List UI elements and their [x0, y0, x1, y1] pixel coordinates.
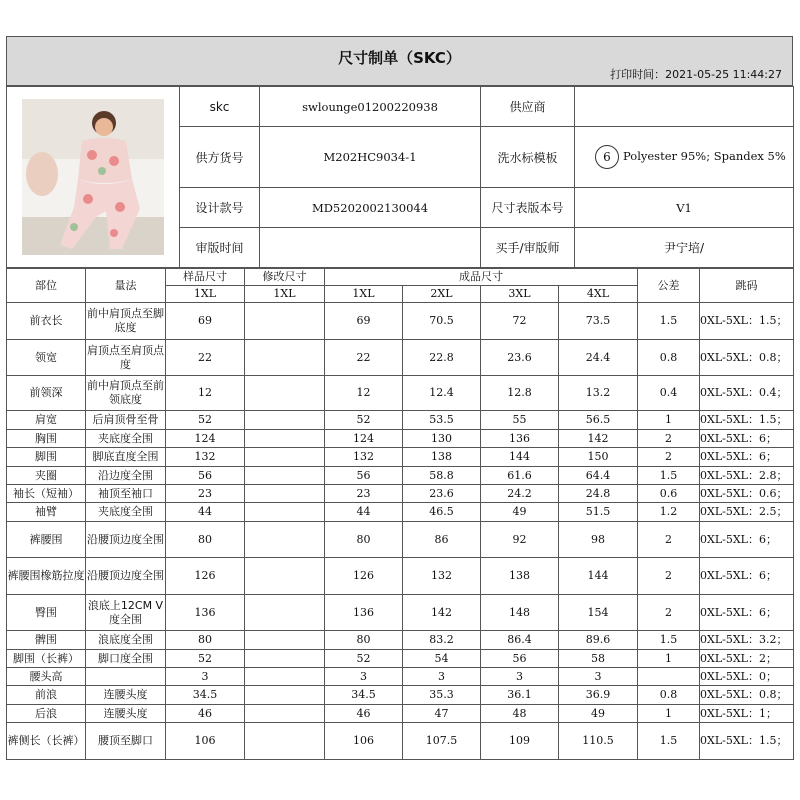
- size-1-cell: 106: [325, 723, 403, 760]
- size-2-cell: 138: [403, 448, 481, 467]
- size-4-cell: 89.6: [559, 631, 638, 650]
- part-cell: 前衣长: [7, 303, 86, 340]
- header-sample: 样品尺寸: [166, 269, 245, 286]
- method-cell: 连腰头度: [86, 705, 166, 723]
- part-cell: 裤腰围橡筋拉度: [7, 558, 86, 595]
- table-row: [7, 686, 794, 705]
- size-3-cell: 148: [481, 595, 559, 631]
- size-4-cell: 24.8: [559, 485, 638, 503]
- wash-label-code-badge: 6: [595, 145, 619, 169]
- tolerance-cell: 2: [638, 595, 700, 631]
- supplier-item-label: 供方货号: [180, 127, 260, 188]
- size-4-cell: 64.4: [559, 467, 638, 485]
- grade-cell: 0XL-5XL：1.5；: [700, 411, 794, 430]
- table-row: [7, 558, 794, 595]
- part-cell: 脚围（长裤）: [7, 650, 86, 668]
- size-1-cell: 136: [325, 595, 403, 631]
- method-cell: 袖顶至袖口: [86, 485, 166, 503]
- grade-cell: 0XL-5XL：6；: [700, 448, 794, 467]
- size-4-cell: 13.2: [559, 376, 638, 411]
- method-cell: 浪底度全围: [86, 631, 166, 650]
- tolerance-cell: 2: [638, 448, 700, 467]
- header-sample-size: 1XL: [166, 286, 245, 303]
- size-1-cell: 52: [325, 411, 403, 430]
- sample-cell: 46: [166, 705, 245, 723]
- table-row: [7, 411, 794, 430]
- size-3-cell: 48: [481, 705, 559, 723]
- part-cell: 领宽: [7, 340, 86, 376]
- grade-cell: 0XL-5XL：2；: [700, 650, 794, 668]
- modify-cell: [245, 303, 325, 340]
- size-version-label: 尺寸表版本号: [481, 188, 575, 228]
- title-bar: [6, 36, 793, 86]
- size-3-cell: 12.8: [481, 376, 559, 411]
- tolerance-cell: 1.2: [638, 503, 700, 522]
- supplier-item-value: M202HC9034-1: [260, 127, 481, 188]
- method-cell: 夹底度全围: [86, 503, 166, 522]
- size-2-cell: 54: [403, 650, 481, 668]
- method-cell: 连腰头度: [86, 686, 166, 705]
- size-4-cell: 49: [559, 705, 638, 723]
- sample-cell: 136: [166, 595, 245, 631]
- skc-label: skc: [180, 87, 260, 127]
- modify-cell: [245, 503, 325, 522]
- header-size-2: 2XL: [403, 286, 481, 303]
- size-1-cell: 126: [325, 558, 403, 595]
- method-cell: 脚口度全围: [86, 650, 166, 668]
- tolerance-cell: 2: [638, 558, 700, 595]
- grade-cell: 0XL-5XL：3.2；: [700, 631, 794, 650]
- size-4-cell: 142: [559, 430, 638, 448]
- modify-cell: [245, 340, 325, 376]
- header-finished: 成品尺寸: [325, 269, 638, 286]
- size-2-cell: 86: [403, 522, 481, 558]
- tolerance-cell: 1: [638, 650, 700, 668]
- table-row: [7, 340, 794, 376]
- sample-cell: 52: [166, 411, 245, 430]
- size-1-cell: 44: [325, 503, 403, 522]
- product-photo-cell: [7, 87, 180, 268]
- modify-cell: [245, 522, 325, 558]
- size-2-cell: 132: [403, 558, 481, 595]
- part-cell: 肩宽: [7, 411, 86, 430]
- grade-cell: 0XL-5XL：0.4；: [700, 376, 794, 411]
- size-4-cell: 56.5: [559, 411, 638, 430]
- size-1-cell: 80: [325, 631, 403, 650]
- size-2-cell: 46.5: [403, 503, 481, 522]
- tolerance-cell: 1.5: [638, 631, 700, 650]
- grade-cell: 0XL-5XL：1.5；: [700, 303, 794, 340]
- grade-cell: 0XL-5XL：0；: [700, 668, 794, 686]
- size-1-cell: 80: [325, 522, 403, 558]
- sample-cell: 106: [166, 723, 245, 760]
- size-2-cell: 142: [403, 595, 481, 631]
- modify-cell: [245, 411, 325, 430]
- part-cell: 脚围: [7, 448, 86, 467]
- size-4-cell: 3: [559, 668, 638, 686]
- supplier-label: 供应商: [481, 87, 575, 127]
- sample-cell: 80: [166, 522, 245, 558]
- buyer-label: 买手/审版师: [481, 228, 575, 268]
- size-2-cell: 47: [403, 705, 481, 723]
- part-cell: 前领深: [7, 376, 86, 411]
- header-part: 部位: [7, 269, 86, 303]
- design-no-value: MD5202002130044: [260, 188, 481, 228]
- method-cell: 夹底度全围: [86, 430, 166, 448]
- supplier-value: [575, 87, 794, 127]
- design-no-label: 设计款号: [180, 188, 260, 228]
- method-cell: 沿腰顶边度全围: [86, 522, 166, 558]
- size-4-cell: 110.5: [559, 723, 638, 760]
- size-3-cell: 36.1: [481, 686, 559, 705]
- modify-cell: [245, 448, 325, 467]
- grade-cell: 0XL-5XL：6；: [700, 430, 794, 448]
- size-2-cell: 22.8: [403, 340, 481, 376]
- method-cell: 浪底上12CM V度全围: [86, 595, 166, 631]
- modify-cell: [245, 595, 325, 631]
- header-modify: 修改尺寸: [245, 269, 325, 286]
- method-cell: 沿腰顶边度全围: [86, 558, 166, 595]
- size-4-cell: 51.5: [559, 503, 638, 522]
- grade-cell: 0XL-5XL：0.6；: [700, 485, 794, 503]
- size-3-cell: 136: [481, 430, 559, 448]
- table-row: [7, 650, 794, 668]
- sample-cell: 69: [166, 303, 245, 340]
- size-4-cell: 98: [559, 522, 638, 558]
- tolerance-cell: 1.5: [638, 467, 700, 485]
- size-4-cell: 144: [559, 558, 638, 595]
- grade-cell: 0XL-5XL：2.5；: [700, 503, 794, 522]
- size-2-cell: 53.5: [403, 411, 481, 430]
- table-row: [7, 668, 794, 686]
- method-cell: 前中肩顶点至前领底度: [86, 376, 166, 411]
- table-row: [7, 448, 794, 467]
- size-3-cell: 23.6: [481, 340, 559, 376]
- wash-label-value-cell: [575, 127, 794, 188]
- size-4-cell: 73.5: [559, 303, 638, 340]
- size-4-cell: 150: [559, 448, 638, 467]
- tolerance-cell: 0.8: [638, 340, 700, 376]
- sheet-title: 尺寸制单（SKC）: [338, 49, 461, 67]
- size-1-cell: 124: [325, 430, 403, 448]
- part-cell: 臀围: [7, 595, 86, 631]
- sample-cell: 56: [166, 467, 245, 485]
- size-2-cell: 23.6: [403, 485, 481, 503]
- size-version-value: V1: [575, 188, 794, 228]
- sample-cell: 23: [166, 485, 245, 503]
- size-2-cell: 130: [403, 430, 481, 448]
- header-size-4: 4XL: [559, 286, 638, 303]
- table-row: [7, 303, 794, 340]
- size-2-cell: 58.8: [403, 467, 481, 485]
- grade-cell: 0XL-5XL：1.5；: [700, 723, 794, 760]
- tolerance-cell: 1.5: [638, 303, 700, 340]
- review-time-label: 审版时间: [180, 228, 260, 268]
- part-cell: 腰头高: [7, 668, 86, 686]
- modify-cell: [245, 650, 325, 668]
- table-row: [7, 430, 794, 448]
- size-3-cell: 72: [481, 303, 559, 340]
- size-3-cell: 56: [481, 650, 559, 668]
- tolerance-cell: 2: [638, 430, 700, 448]
- measurement-rows: [7, 303, 794, 760]
- wash-label-label: 洗水标模板: [481, 127, 575, 188]
- product-photo-icon: [22, 99, 164, 255]
- tolerance-cell: [638, 668, 700, 686]
- header-size-1: 1XL: [325, 286, 403, 303]
- size-3-cell: 86.4: [481, 631, 559, 650]
- part-cell: 胸围: [7, 430, 86, 448]
- part-cell: 髀围: [7, 631, 86, 650]
- size-2-cell: 107.5: [403, 723, 481, 760]
- table-row: [7, 376, 794, 411]
- table-row: [7, 467, 794, 485]
- modify-cell: [245, 723, 325, 760]
- size-3-cell: 92: [481, 522, 559, 558]
- measurement-table: [6, 268, 794, 760]
- sample-cell: 124: [166, 430, 245, 448]
- size-4-cell: 24.4: [559, 340, 638, 376]
- buyer-value: 尹宁培/: [575, 228, 794, 268]
- size-3-cell: 49: [481, 503, 559, 522]
- size-2-cell: 70.5: [403, 303, 481, 340]
- modify-cell: [245, 485, 325, 503]
- sample-cell: 126: [166, 558, 245, 595]
- method-cell: 后肩顶骨至骨: [86, 411, 166, 430]
- size-1-cell: 12: [325, 376, 403, 411]
- size-1-cell: 46: [325, 705, 403, 723]
- modify-cell: [245, 430, 325, 448]
- size-1-cell: 23: [325, 485, 403, 503]
- size-2-cell: 83.2: [403, 631, 481, 650]
- tolerance-cell: 1: [638, 705, 700, 723]
- grade-cell: 0XL-5XL：2.8；: [700, 467, 794, 485]
- table-row: [7, 705, 794, 723]
- sample-cell: 12: [166, 376, 245, 411]
- size-1-cell: 52: [325, 650, 403, 668]
- size-4-cell: 58: [559, 650, 638, 668]
- size-3-cell: 55: [481, 411, 559, 430]
- size-2-cell: 12.4: [403, 376, 481, 411]
- header-tolerance: 公差: [638, 269, 700, 303]
- size-1-cell: 34.5: [325, 686, 403, 705]
- tolerance-cell: 1: [638, 411, 700, 430]
- part-cell: 袖臂: [7, 503, 86, 522]
- size-1-cell: 69: [325, 303, 403, 340]
- size-1-cell: 56: [325, 467, 403, 485]
- header-modify-size: 1XL: [245, 286, 325, 303]
- size-2-cell: 3: [403, 668, 481, 686]
- table-row: [7, 522, 794, 558]
- table-row: [7, 503, 794, 522]
- sample-cell: 52: [166, 650, 245, 668]
- review-time-value: [260, 228, 481, 268]
- tolerance-cell: 0.4: [638, 376, 700, 411]
- tolerance-cell: 1.5: [638, 723, 700, 760]
- header-size-3: 3XL: [481, 286, 559, 303]
- table-row: [7, 595, 794, 631]
- skc-value: swlounge01200220938: [260, 87, 481, 127]
- sample-cell: 3: [166, 668, 245, 686]
- grade-cell: 0XL-5XL：0.8；: [700, 340, 794, 376]
- grade-cell: 0XL-5XL：0.8；: [700, 686, 794, 705]
- sample-cell: 34.5: [166, 686, 245, 705]
- size-3-cell: 144: [481, 448, 559, 467]
- sample-cell: 44: [166, 503, 245, 522]
- tolerance-cell: 2: [638, 522, 700, 558]
- modify-cell: [245, 467, 325, 485]
- header-grade: 跳码: [700, 269, 794, 303]
- grade-cell: 0XL-5XL：6；: [700, 595, 794, 631]
- table-row: [7, 485, 794, 503]
- method-cell: 脚底直度全围: [86, 448, 166, 467]
- method-cell: 肩顶点至肩顶点度: [86, 340, 166, 376]
- sample-cell: 80: [166, 631, 245, 650]
- modify-cell: [245, 631, 325, 650]
- size-sheet: [6, 36, 793, 760]
- size-3-cell: 3: [481, 668, 559, 686]
- part-cell: 后浪: [7, 705, 86, 723]
- grade-cell: 0XL-5XL：1；: [700, 705, 794, 723]
- sample-cell: 132: [166, 448, 245, 467]
- size-1-cell: 3: [325, 668, 403, 686]
- info-table: [6, 86, 794, 268]
- modify-cell: [245, 686, 325, 705]
- size-3-cell: 24.2: [481, 485, 559, 503]
- part-cell: 袖长（短袖）: [7, 485, 86, 503]
- size-4-cell: 154: [559, 595, 638, 631]
- header-method: 量法: [86, 269, 166, 303]
- tolerance-cell: 0.6: [638, 485, 700, 503]
- size-1-cell: 22: [325, 340, 403, 376]
- part-cell: 裤侧长（长裤）: [7, 723, 86, 760]
- modify-cell: [245, 705, 325, 723]
- wash-label-value: Polyester 95%; Spandex 5%: [623, 149, 786, 163]
- table-row: [7, 723, 794, 760]
- part-cell: 裤腰围: [7, 522, 86, 558]
- method-cell: [86, 668, 166, 686]
- part-cell: 夹圈: [7, 467, 86, 485]
- size-4-cell: 36.9: [559, 686, 638, 705]
- grade-cell: 0XL-5XL：6；: [700, 522, 794, 558]
- modify-cell: [245, 668, 325, 686]
- tolerance-cell: 0.8: [638, 686, 700, 705]
- grade-cell: 0XL-5XL：6；: [700, 558, 794, 595]
- size-3-cell: 109: [481, 723, 559, 760]
- modify-cell: [245, 558, 325, 595]
- part-cell: 前浪: [7, 686, 86, 705]
- size-1-cell: 132: [325, 448, 403, 467]
- method-cell: 沿边度全围: [86, 467, 166, 485]
- sample-cell: 22: [166, 340, 245, 376]
- method-cell: 腰顶至脚口: [86, 723, 166, 760]
- size-2-cell: 35.3: [403, 686, 481, 705]
- print-time: 打印时间：2021-05-25 11:44:27: [610, 68, 782, 81]
- modify-cell: [245, 376, 325, 411]
- table-row: [7, 631, 794, 650]
- method-cell: 前中肩顶点至脚底度: [86, 303, 166, 340]
- size-3-cell: 61.6: [481, 467, 559, 485]
- size-3-cell: 138: [481, 558, 559, 595]
